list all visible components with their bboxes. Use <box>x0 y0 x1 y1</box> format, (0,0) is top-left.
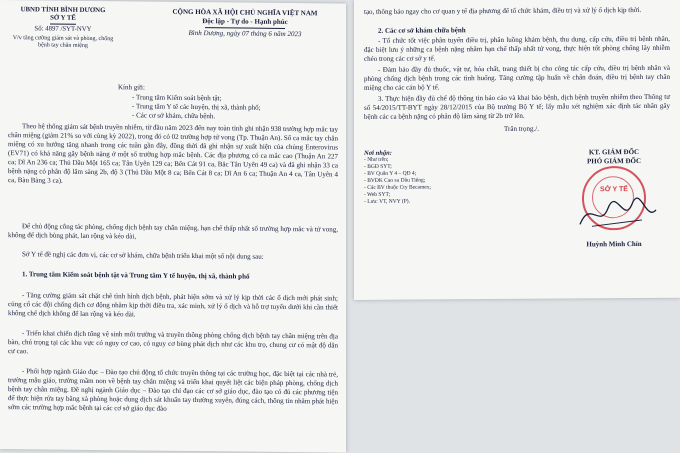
distribution-item: - BV Quân Y 4 – QĐ 4; <box>364 170 417 177</box>
distribution-item: - BVĐK Cao su Dầu Tiếng; <box>364 177 426 184</box>
recipient-item: - Trung tâm Y tế các huyện, thị xã, thành phố; <box>132 102 261 112</box>
body-paragraph: - Đảm bảo đầy đủ thuốc, vật tư, hóa chất, trang thiết bị cho công tác cấp cứu, điều trị bệnh nhân và phòng chống dịch bệnh trong các tình huống. Tăng cường tập huấn về chẩn đoán, điều trị bệnh tay chân miệng cho các cán bộ Y tế. <box>364 63 670 92</box>
body-paragraph: - Tăng cường giám sát chặt chẽ tình hình dịch bệnh, phát hiện sớm và xử lý kịp thời các ổ dịch mới phát sinh; củng cố các đội chống dịch cơ động nhằm kịp thời điều tra, xác minh, xử lý ổ dịch và hỗ trợ tuyến dưới khi cần thiết không chế dịch không để lan rộng và kéo dài. <box>8 291 338 319</box>
document-number: Số: 4897 /SYT-NVY <box>34 25 92 33</box>
official-seal-text: SỞ Y TẾ <box>600 186 628 194</box>
distribution-item: - Như trên; <box>364 156 389 163</box>
body-paragraph: 3. Thực hiện đầy đủ chế độ thông tin báo cáo và khai báo bệnh, dịch bệnh truyền nhiễm theo Thông tư số 54/2015/TT-BYT ngày 28/12/2015 của Bộ trưởng Bộ Y tế; lấy mẫu xét nghiệm xác định tác nhân gây bệnh các ca bệnh nặng có phân độ lâm sàng từ 2b trở lên. <box>364 92 670 121</box>
header-right <box>145 8 345 40</box>
header-left <box>8 6 118 50</box>
distribution-item: - BGĐ SYT; <box>364 163 392 170</box>
distribution-item: - Web SYT; <box>364 191 391 198</box>
document-subject: V/v tăng cường giám sát và phòng, chống bệnh tay chân miệng <box>12 35 114 49</box>
recipient-item: - Các cơ sở khám, chữa bệnh. <box>132 111 216 121</box>
distribution-label: Nơi nhận: <box>364 149 392 157</box>
issuing-org: UBND TỈNH BÌNH DƯƠNG <box>20 6 106 15</box>
nation-motto: Độc lập - Tự do - Hạnh phúc <box>202 17 288 27</box>
recipients-label: Kính gửi: <box>118 83 145 92</box>
closing-text: Trân trọng./. <box>504 124 539 133</box>
section-heading: 2. Các cơ sở khám chữa bệnh <box>378 26 466 35</box>
body-paragraph: Sở Y tế đề nghị các đơn vị, các cơ sở khám, chữa bệnh triển khai một số nội dung sau: <box>22 250 264 261</box>
recipient-item: - Trung tâm Kiểm soát bệnh tật; <box>132 93 222 103</box>
section-heading: 1. Trung tâm Kiểm soát bệnh tật và Trung tâm Y tế huyện, thị xã, thành phố <box>22 270 250 281</box>
distribution-item: - Các BV thuộc Cty Becamex; <box>364 184 431 191</box>
signer-title: PHÓ GIÁM ĐỐC <box>586 156 642 166</box>
body-paragraph: Để chủ động công tác phòng, chống dịch bệnh tay chân miệng, hạn chế thấp nhất số trường hợp mắc và tử vong, không để dịch bùng phát, lan rộng và kéo dài, <box>8 222 338 241</box>
nation-title: CỘNG HÒA XÃ HỘI CHỦ NGHĨA VIỆT NAM <box>172 7 318 18</box>
signer-title: KT. GIÁM ĐỐC <box>588 148 640 157</box>
body-paragraph: - Phối hợp ngành Giáo dục – Đào tạo chủ động tổ chức truyền thông tại các trường học, đặc biệt tại các nhà trẻ, trường mẫu giáo, trường mầm non về bệnh tay chân miệng và triển khai quyết liệt các biện pháp phòng, chống dịch bệnh tay chân miệng. Đề nghị ngành Giáo dục – Đào tạo chỉ đạo các cơ sở giáo dục, đào tạo có đủ các phương tiện để thực hiện rửa tay bằng xà phòng hoặc dung dịch sát khuẩn tay thường xuyên, đúng cách, thông tin nhằm phát hiện sớm các trường hợp mắc bệnh tại các cơ sở giáo dục đào <box>8 367 338 413</box>
body-paragraph: - Tổ chức tốt việc phân tuyến điều trị, phân luồng khám bệnh, thu dung, cấp cứu, điều trị bệnh nhân, đặc biệt lưu ý những ca bệnh nặng nhằm hạn chế thấp nhất tử vong, thực hiện tốt phòng chống lây nhiễm chéo trong các cơ sở y tế. <box>364 34 670 63</box>
body-paragraph: Theo hệ thống giám sát bệnh truyền nhiễm, từ đầu năm 2023 đến nay toàn tỉnh ghi nhận 938 trường hợp mắc tay chân miệng (giảm 21% so với cùng kỳ 2022), trong đó có 02 trường hợp tử vong (Tp. Thuận An). Số ca mắc tay chân miệng có xu hướng tăng nhanh trong các tuần gần đây, đồng thời đã ghi nhận sự xuất hiện của chủng Enterovirus (EV71) có khả năng gây bệnh nặng ở một số trường hợp mắc bệnh. Các địa phương có ca mắc cao (Thuận An 227 ca; Dĩ An 236 ca; Thủ Dầu Một 165 ca; Tân Uyên 129 ca; Bến Cát 91 ca, Bắc Tân Uyên 49 ca) và đã ghi nhận 33 ca bệnh nặng có phân độ lâm sàng 2b, độ 3 (Thủ Dầu Một 8 ca; Bến Cát 8 ca; Dĩ An 6 ca; Thuận An 4 ca, Tân Uyên 4 ca, Bàu Bàng 3 ca). <box>8 122 338 185</box>
distribution-item: - Lưu: VT, NVY (P). <box>364 198 410 205</box>
handwritten-signature <box>572 194 662 235</box>
signer-block <box>554 148 674 167</box>
document-page-2 <box>354 0 680 300</box>
issuing-dept: SỞ Y TẾ <box>50 14 76 22</box>
recipients-list <box>132 93 332 122</box>
document-date: Bình Dương, ngày 07 tháng 6 năm 2023 <box>188 28 302 39</box>
signer-name: Huỳnh Minh Chín <box>586 239 642 249</box>
body-paragraph: - Triển khai chiến dịch tổng vệ sinh môi trường và truyền thông phòng chống dịch bệnh tay chân miệng trên địa bàn, chú trọng tại các khu vực có nguy cơ cao, có nguy cơ bùng phát dịch như các khu trọ, chung cư có mật độ dân cư cao. <box>8 329 338 356</box>
body-paragraph: tạo, thông báo ngay cho cơ quan y tế địa phương để tổ chức khám, điều trị và xử lý ổ dịch kịp thời. <box>364 5 642 16</box>
distribution-list <box>364 149 494 206</box>
